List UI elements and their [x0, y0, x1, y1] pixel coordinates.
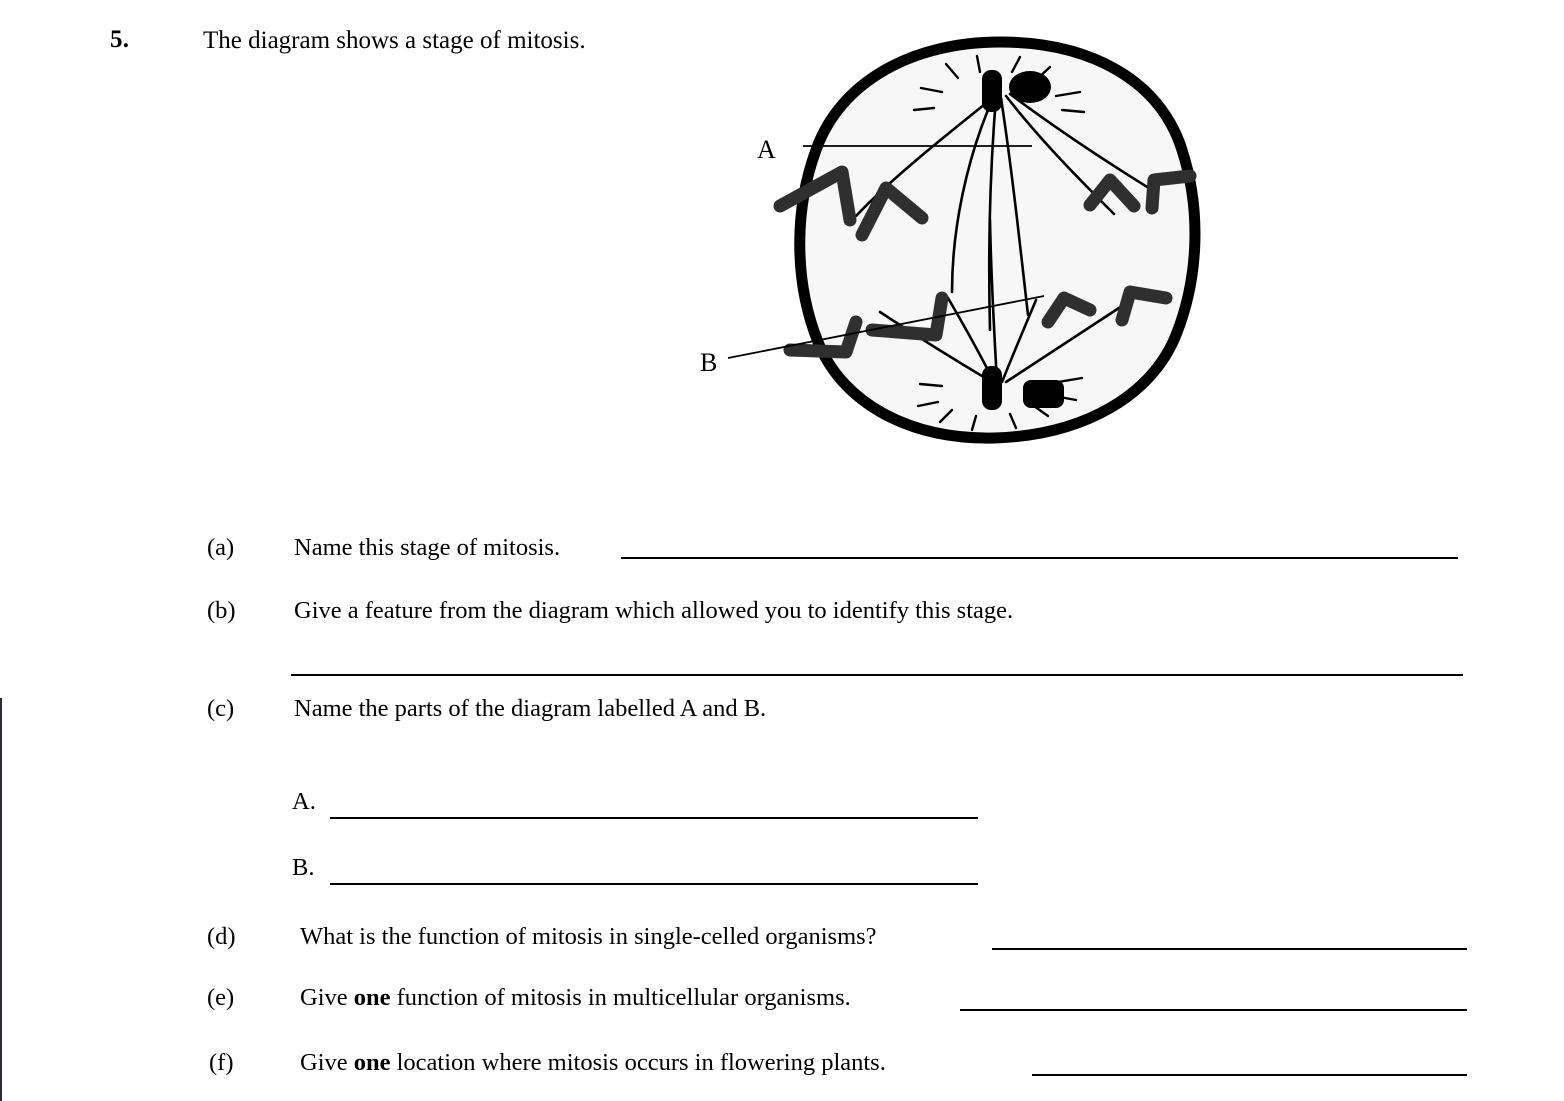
part-c-tag: (c): [207, 695, 235, 722]
part-e-text: [300, 986, 851, 1011]
left-margin-rule: [0, 698, 2, 1101]
question-number: 5.: [110, 26, 130, 53]
mitosis-diagram: [690, 30, 1310, 455]
part-a-answer-rule[interactable]: [621, 557, 1458, 559]
part-f-text-bold: one: [353, 1049, 391, 1076]
part-a-tag: (a): [207, 534, 235, 561]
part-f-tag: (f): [209, 1049, 234, 1076]
diagram-label-b: B: [700, 348, 718, 377]
part-c-subpart-b-tag: B.: [292, 854, 315, 881]
part-e-text-before: Give: [300, 984, 354, 1011]
part-e-text-bold: one: [353, 984, 391, 1011]
part-f-text-after: location where mitosis occurs in flowering plants.: [390, 1049, 886, 1076]
part-b-text: Give a feature from the diagram which allowed you to identify this stage.: [294, 597, 1014, 624]
part-e-text-after: function of mitosis in multicellular organisms.: [390, 984, 851, 1011]
part-d-answer-rule[interactable]: [992, 948, 1467, 950]
part-c-text: Name the parts of the diagram labelled A and B.: [294, 695, 767, 722]
part-b-tag: (b): [207, 597, 236, 624]
part-f-answer-rule[interactable]: [1032, 1074, 1467, 1076]
part-f-text: [300, 1051, 886, 1076]
question-stem: The diagram shows a stage of mitosis.: [203, 27, 586, 54]
part-e-tag: (e): [207, 984, 235, 1011]
part-d-text: What is the function of mitosis in single-celled organisms?: [300, 923, 877, 950]
part-f-text-before: Give: [300, 1049, 354, 1076]
part-c-subpart-a-rule[interactable]: [330, 817, 978, 819]
part-d-tag: (d): [207, 923, 236, 950]
part-e-answer-rule[interactable]: [960, 1009, 1467, 1011]
part-a-text: Name this stage of mitosis.: [294, 534, 561, 561]
part-b-answer-rule[interactable]: [291, 674, 1463, 676]
diagram-label-a: A: [757, 135, 776, 164]
part-c-subpart-b-rule[interactable]: [330, 883, 978, 885]
part-c-subpart-a-tag: A.: [292, 788, 316, 815]
